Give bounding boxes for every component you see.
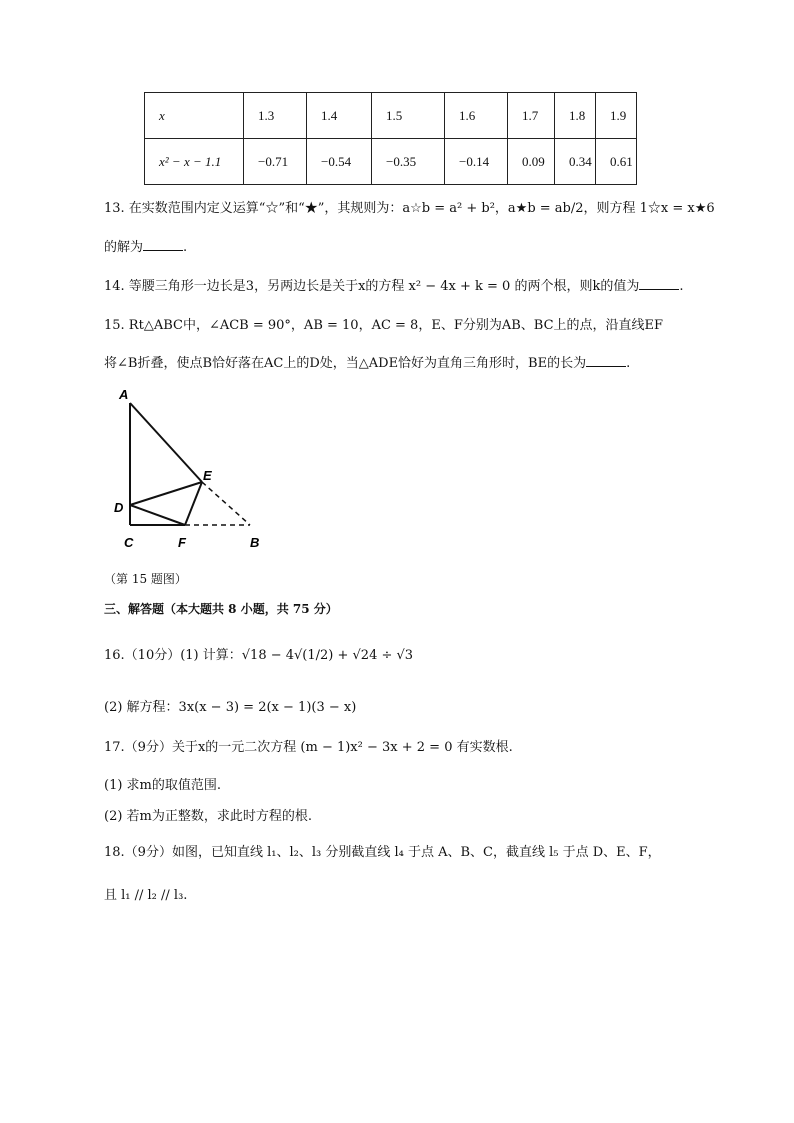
table-row [145, 139, 637, 185]
question-15-text: 将∠B折叠，使点B恰好落在AC上的D处，当△ADE恰好为直角三角形时，BE的长为 [104, 356, 587, 371]
segment-ef [185, 482, 202, 525]
table-cell: 0.09 [508, 139, 555, 185]
table-cell: −0.71 [244, 139, 307, 185]
question-16-part2: (2) 解方程：3x(x − 3) = 2(x − 1)(3 − x) [104, 700, 357, 715]
table-cell: 1.6 [445, 93, 508, 139]
answer-blank [639, 275, 679, 290]
label-c: C [124, 535, 134, 550]
question-13-answer-prefix: 的解为 [104, 240, 144, 255]
question-14-text: 14. 等腰三角形一边长是3，另两边长是关于x的方程 x² − 4x + k = 0 的两个根，则k的值为 [104, 279, 640, 294]
segment-df [130, 505, 185, 525]
answer-blank [143, 236, 183, 251]
question-18-line2: 且 l₁ // l₂ // l₃. [104, 888, 188, 903]
question-16-part1: 16.（10分）(1) 计算：√18 − 4√(1/2) + √24 ÷ √3 [104, 648, 414, 663]
question-18-line1: 18.（9分）如图，已知直线 l₁、l₂、l₃ 分别截直线 l₄ 于点 A、B、C，截直线 l₅ 于点 D、E、F， [104, 845, 661, 860]
question-15-line2: 将∠B折叠，使点B恰好落在AC上的D处，当△ADE恰好为直角三角形时，BE的长为 . [104, 352, 630, 374]
segment-de [130, 482, 202, 505]
table-cell: x² − x − 1.1 [145, 139, 244, 185]
question-17-part2: (2) 若m为正整数，求此时方程的根. [104, 809, 313, 824]
figure-caption: （第 15 题图） [104, 572, 187, 586]
question-17-stem: 17.（9分）关于x的一元二次方程 (m − 1)x² − 3x + 2 = 0 有实数根. [104, 740, 513, 755]
label-d: D [114, 500, 124, 515]
question-14: 14. 等腰三角形一边长是3，另两边长是关于x的方程 x² − 4x + k = 0 的两个根，则k的值为 . [104, 275, 683, 297]
table-cell: 1.5 [372, 93, 445, 139]
value-table [144, 92, 637, 185]
table-cell: 1.9 [596, 93, 637, 139]
table-cell: 0.61 [596, 139, 637, 185]
label-b: B [250, 535, 260, 550]
section-heading: 三、解答题（本大题共 8 小题，共 75 分） [104, 602, 338, 616]
label-f: F [178, 535, 186, 550]
table-row [145, 93, 637, 139]
side-ae [130, 403, 202, 482]
table-cell: −0.54 [307, 139, 372, 185]
question-13-line1: 13. 在实数范围内定义运算“☆”和“★”，其规则为：a☆b = a² + b²，a★b = ab/2，则方程 1☆x = x★6 [104, 201, 715, 216]
question-15-line1: 15. Rt△ABC中，∠ACB = 90°，AB = 10，AC = 8，E、F分别为AB、BC上的点，沿直线EF [104, 318, 664, 333]
label-e: E [203, 468, 212, 483]
table-cell: x [145, 93, 244, 139]
dashed-eb [202, 482, 250, 525]
table-cell: 1.3 [244, 93, 307, 139]
question-17-part1: (1) 求m的取值范围. [104, 778, 222, 793]
table-cell: 1.7 [508, 93, 555, 139]
table-cell: 1.4 [307, 93, 372, 139]
table-cell: −0.35 [372, 139, 445, 185]
label-a: A [119, 387, 129, 402]
question-13-line2: 的解为 . [104, 236, 187, 258]
table-cell: 1.8 [555, 93, 596, 139]
table-cell: −0.14 [445, 139, 508, 185]
table-cell: 0.34 [555, 139, 596, 185]
answer-blank [586, 352, 626, 367]
triangle-figure [110, 385, 290, 560]
